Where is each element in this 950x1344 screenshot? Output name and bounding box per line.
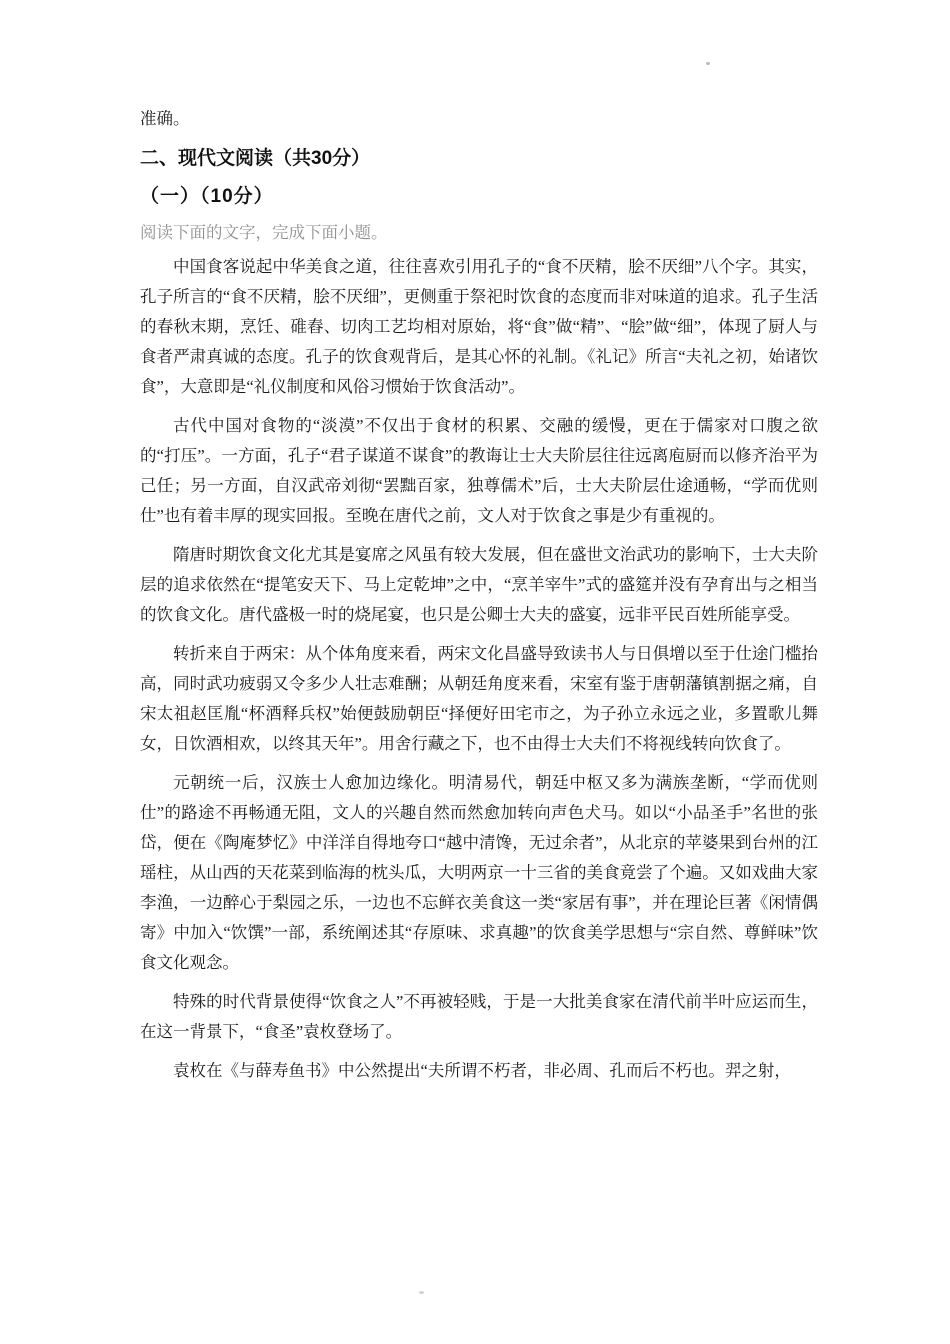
paragraph-2: 古代中国对食物的“淡漠”不仅出于食材的积累、交融的缓慢，更在于儒家对口腹之欲的“打压”。一方面，孔子“君子谋道不谋食”的教诲让士大夫阶层往往远离庖厨而以修齐治平为己任；另一方面，自汉武帝刘彻“罢黜百家，独尊儒术”后，士大夫阶层仕途通畅，“学而优则仕”也有着丰厚的现实回报。至晚在唐代之前，文人对于饮食之事是少有重视的。 xyxy=(140,416,818,525)
paragraph-1: 中国食客说起中华美食之道，往往喜欢引用孔子的“食不厌精，脍不厌细”八个字。其实，孔子所言的“食不厌精，脍不厌细”，更侧重于祭祀时饮食的态度而非对味道的追求。孔子生活的春秋末期，烹饪、碓舂、切肉工艺均相对原始，将“食”做“精”、“脍”做“细”，体现了厨人与食者严肃真诚的态度。孔子的饮食观背后，是其心怀的礼制。《礼记》所言“夫礼之初，始诸饮食”，大意即是“礼仪制度和风俗习惯始于饮食活动”。 xyxy=(140,257,818,396)
paragraph-4: 转折来自于两宋：从个体角度来看，两宋文化昌盛导致读书人与日俱增以至于仕途门槛抬高，同时武功疲弱又令多少人壮志难酬；从朝廷角度来看，宋室有鉴于唐朝藩镇割据之痛，自宋太祖赵匡胤“杯酒释兵权”始便鼓励朝臣“择便好田宅市之，为子孙立永远之业，多置歌儿舞女，日饮酒相欢，以终其天年”。用舍行藏之下，也不由得士大夫们不将视线转向饮食了。 xyxy=(140,644,818,753)
scan-artifact-top xyxy=(706,62,710,65)
document-page xyxy=(140,104,818,1086)
paragraph-7: 袁枚在《与薛寿鱼书》中公然提出“夫所谓不朽者，非必周、孔而后不朽也。羿之射， xyxy=(173,1061,791,1080)
paragraph-6: 特殊的时代背景使得“饮食之人”不再被轻贱，于是一大批美食家在清代前半叶应运而生，在这一背景下，“食圣”袁枚登场了。 xyxy=(140,992,818,1041)
scan-artifact-bottom xyxy=(419,1291,424,1294)
subsection-heading: （一）（10分） xyxy=(140,186,274,207)
continuation-text: 准确。 xyxy=(140,109,190,128)
paragraph-5: 元朝统一后，汉族士人愈加边缘化。明清易代，朝廷中枢又多为满族垄断，“学而优则仕”的路途不再畅通无阻，文人的兴趣自然而然愈加转向声色犬马。如以“小品圣手”名世的张岱，便在《陶庵梦忆》中洋洋自得地夸口“越中清馋，无过余者”，从北京的苹婆果到台州的江瑶柱，从山西的天花菜到临海的枕头瓜，大明两京一十三省的美食竟尝了个遍。又如戏曲大家李渔，一边醉心于梨园之乐，一边也不忘鲜衣美食这一类“家居有事”，并在理论巨著《闲情偶寄》中加入“饮馔”一部，系统阐述其“存原味、求真趣”的饮食美学思想与“宗自然、尊鲜味”饮食文化观念。 xyxy=(140,773,818,972)
paragraph-3: 隋唐时期饮食文化尤其是宴席之风虽有较大发展，但在盛世文治武功的影响下，士大夫阶层的追求依然在“提笔安天下、马上定乾坤”之中，“烹羊宰牛”式的盛筵并没有孕育出与之相当的饮食文化。唐代盛极一时的烧尾宴，也只是公卿士大夫的盛宴，远非平民百姓所能享受。 xyxy=(140,545,818,624)
section-heading: 二、现代文阅读（共30分） xyxy=(140,148,371,169)
instruction-text: 阅读下面的文字，完成下面小题。 xyxy=(140,223,388,242)
